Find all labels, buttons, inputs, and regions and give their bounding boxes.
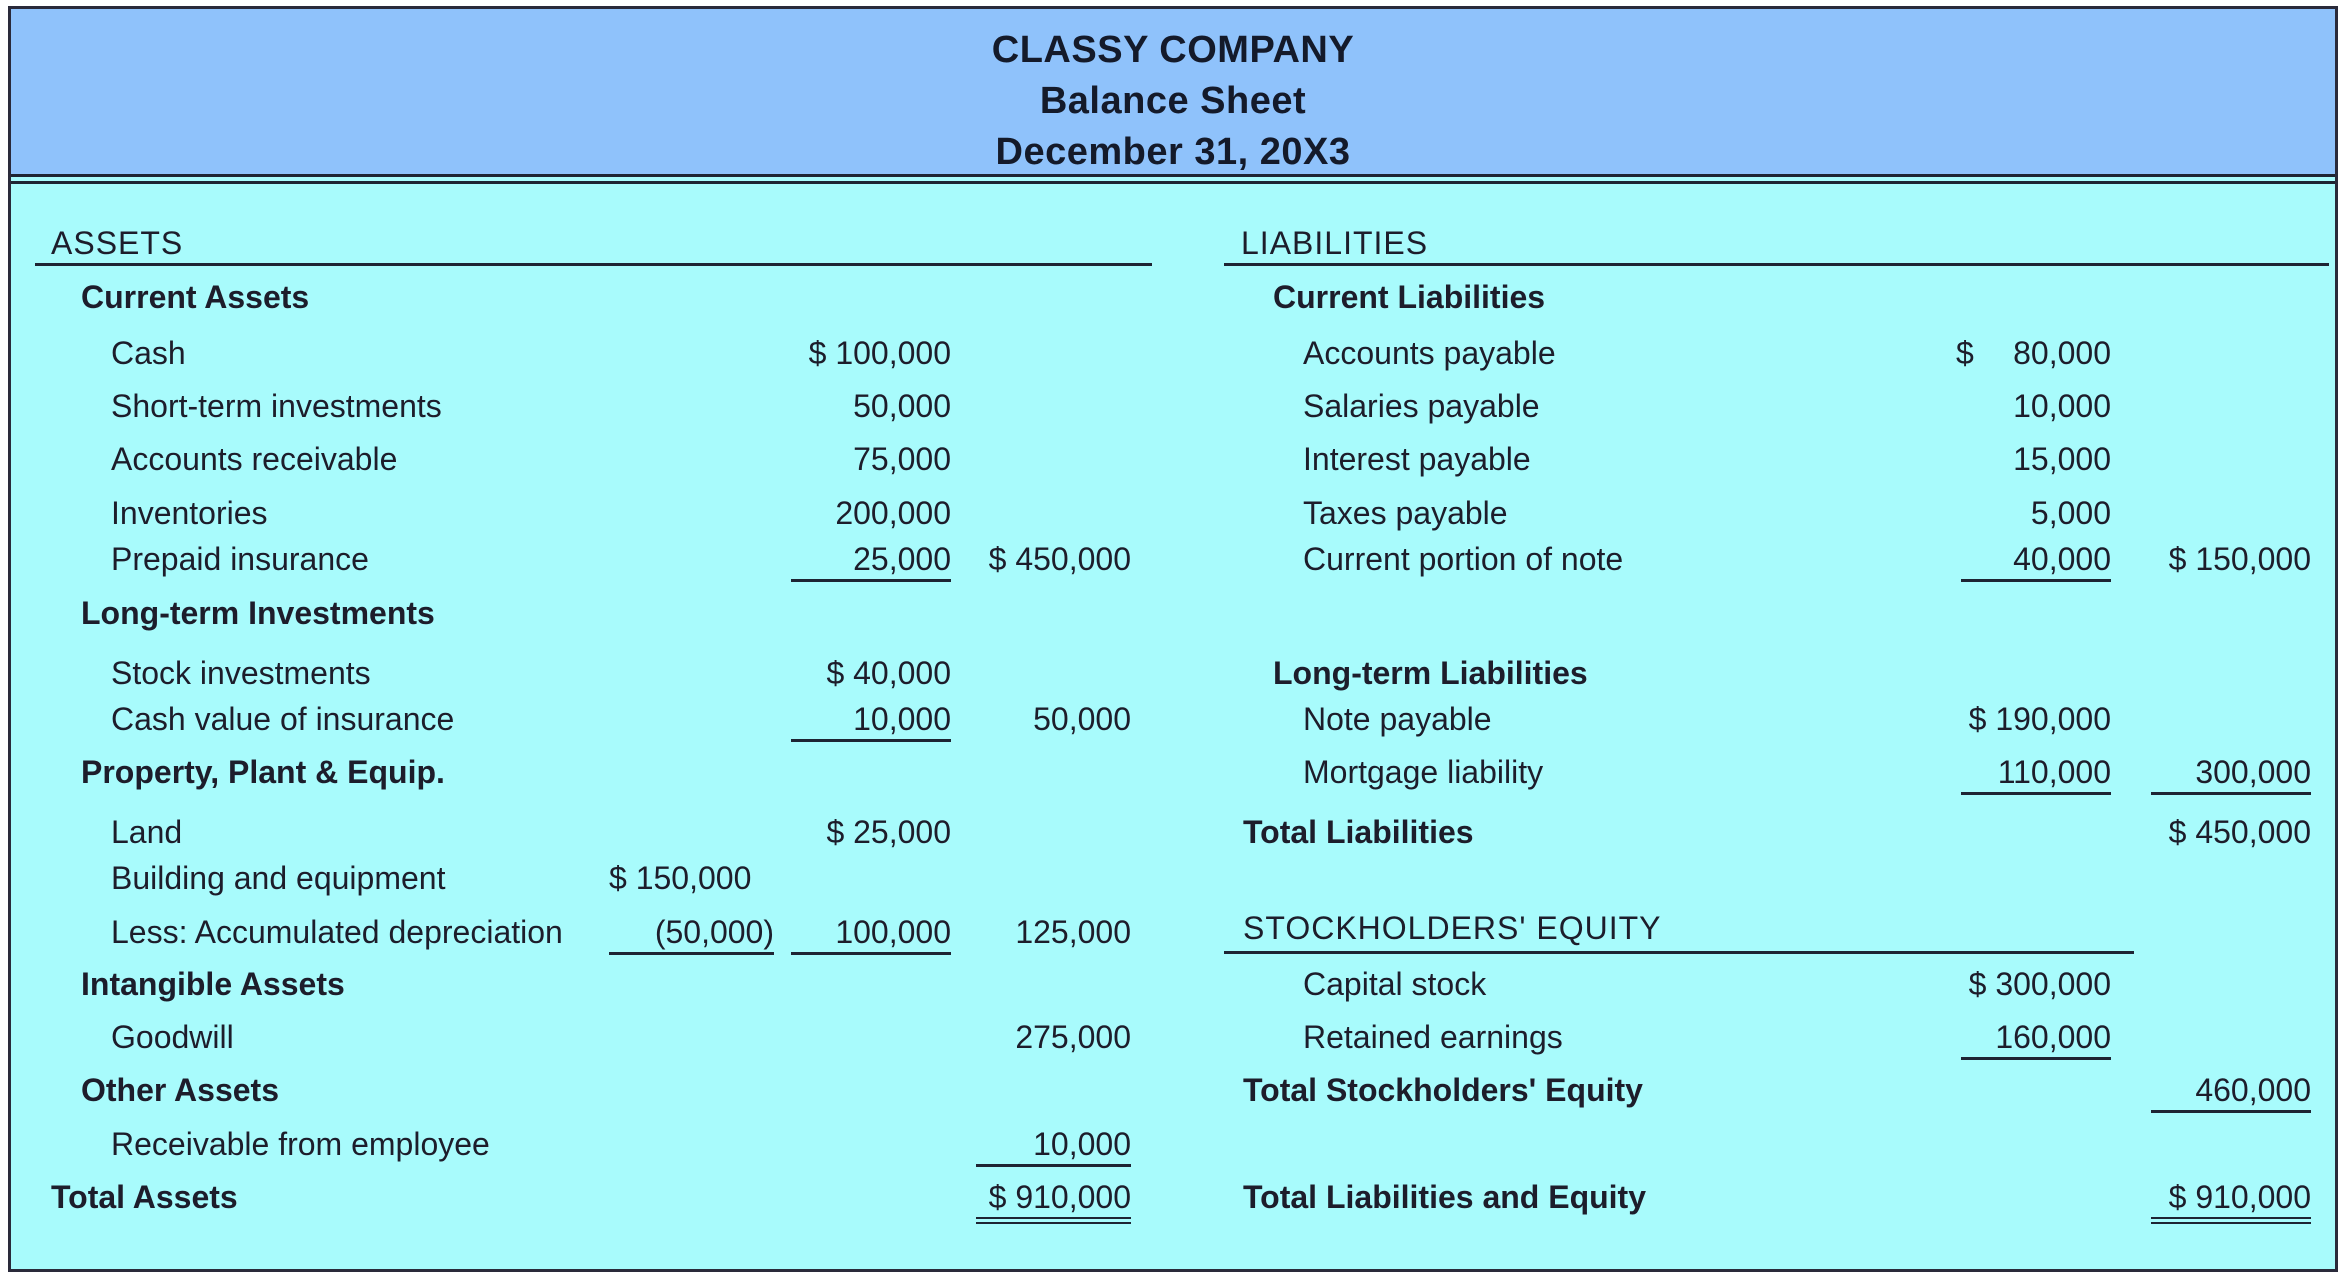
ppe-total: 125,000 (1015, 914, 1131, 950)
company-name: CLASSY COMPANY (991, 29, 1355, 71)
assets-rule (35, 263, 1152, 266)
ar-amount: 75,000 (853, 441, 951, 477)
land-label: Land (111, 814, 183, 850)
retained-earnings-amount: 160,000 (1961, 1017, 2111, 1060)
cash-value-insurance-label: Cash value of insurance (111, 701, 455, 737)
note-payable-amount: $ 190,000 (1968, 701, 2111, 737)
interest-amount: 15,000 (2013, 441, 2111, 477)
longterm-investments-heading: Long-term Investments (81, 595, 435, 631)
sti-label: Short-term investments (111, 388, 442, 424)
header-band (11, 9, 2335, 177)
balance-sheet (8, 6, 2338, 1272)
equity-rule (1224, 951, 2134, 954)
other-assets-heading: Other Assets (81, 1072, 279, 1108)
equity-section-title: STOCKHOLDERS' EQUITY (1243, 910, 1662, 946)
liabilities-section-title: LIABILITIES (1241, 225, 1429, 261)
prepaid-label: Prepaid insurance (111, 541, 369, 577)
goodwill-label: Goodwill (111, 1019, 234, 1055)
ppe-net-amount: 100,000 (791, 912, 951, 955)
note-payable-label: Note payable (1303, 701, 1492, 737)
ap-amount: 80,000 (2013, 335, 2111, 371)
accum-dep-label: Less: Accumulated depreciation (111, 914, 563, 950)
liabilities-rule (1224, 263, 2329, 266)
total-assets-label: Total Assets (51, 1179, 238, 1215)
longterm-investments-total: 50,000 (1033, 701, 1131, 737)
taxes-amount: 5,000 (2030, 495, 2111, 531)
statement-title: Balance Sheet (1039, 80, 1307, 122)
current-liabilities-total: $ 150,000 (2168, 541, 2311, 577)
total-assets-amount: $ 910,000 (976, 1177, 1131, 1224)
total-liabilities-equity-label: Total Liabilities and Equity (1243, 1179, 1646, 1215)
building-label: Building and equipment (111, 860, 446, 896)
mortgage-amount: 110,000 (1961, 752, 2111, 795)
current-note-amount: 40,000 (1961, 539, 2111, 582)
receivable-employee-label: Receivable from employee (111, 1126, 490, 1162)
longterm-liabilities-heading: Long-term Liabilities (1273, 655, 1588, 691)
prepaid-amount: 25,000 (791, 539, 951, 582)
salaries-label: Salaries payable (1303, 388, 1540, 424)
receivable-employee-amount: 10,000 (976, 1124, 1131, 1167)
inventories-amount: 200,000 (835, 495, 951, 531)
current-note-label: Current portion of note (1303, 541, 1624, 577)
ap-label: Accounts payable (1303, 335, 1556, 371)
cash-label: Cash (111, 335, 186, 371)
stock-investments-label: Stock investments (111, 655, 371, 691)
longterm-liabilities-total: 300,000 (2151, 752, 2311, 795)
inventories-label: Inventories (111, 495, 268, 531)
total-liabilities-equity-amount: $ 910,000 (2151, 1177, 2311, 1224)
land-amount: $ 25,000 (826, 814, 951, 850)
assets-section-title: ASSETS (51, 225, 184, 261)
goodwill-amount: 275,000 (1015, 1019, 1131, 1055)
sti-amount: 50,000 (853, 388, 951, 424)
statement-date: December 31, 20X3 (995, 131, 1351, 173)
stock-investments-amount: $ 40,000 (826, 655, 951, 691)
ar-label: Accounts receivable (111, 441, 398, 477)
salaries-amount: 10,000 (2013, 388, 2111, 424)
intangible-heading: Intangible Assets (81, 966, 345, 1002)
retained-earnings-label: Retained earnings (1303, 1019, 1563, 1055)
total-liabilities-label: Total Liabilities (1243, 814, 1474, 850)
current-assets-heading: Current Assets (81, 279, 310, 315)
ppe-heading: Property, Plant & Equip. (81, 754, 445, 790)
current-liabilities-heading: Current Liabilities (1273, 279, 1546, 315)
total-liabilities-amount: $ 450,000 (2168, 814, 2311, 850)
total-equity-label: Total Stockholders' Equity (1243, 1072, 1643, 1108)
current-assets-total: $ 450,000 (988, 541, 1131, 577)
accum-dep-amount: (50,000) (609, 912, 774, 955)
ap-dollar: $ (1956, 335, 1974, 371)
mortgage-label: Mortgage liability (1303, 754, 1544, 790)
cash-value-insurance-amount: 10,000 (791, 699, 951, 742)
cash-amount: $ 100,000 (808, 335, 951, 371)
total-equity-amount: 460,000 (2151, 1070, 2311, 1113)
header-divider (11, 181, 2335, 184)
capital-stock-label: Capital stock (1303, 966, 1487, 1002)
building-amount: $ 150,000 (609, 860, 752, 896)
interest-label: Interest payable (1303, 441, 1531, 477)
capital-stock-amount: $ 300,000 (1968, 966, 2111, 1002)
taxes-label: Taxes payable (1303, 495, 1508, 531)
